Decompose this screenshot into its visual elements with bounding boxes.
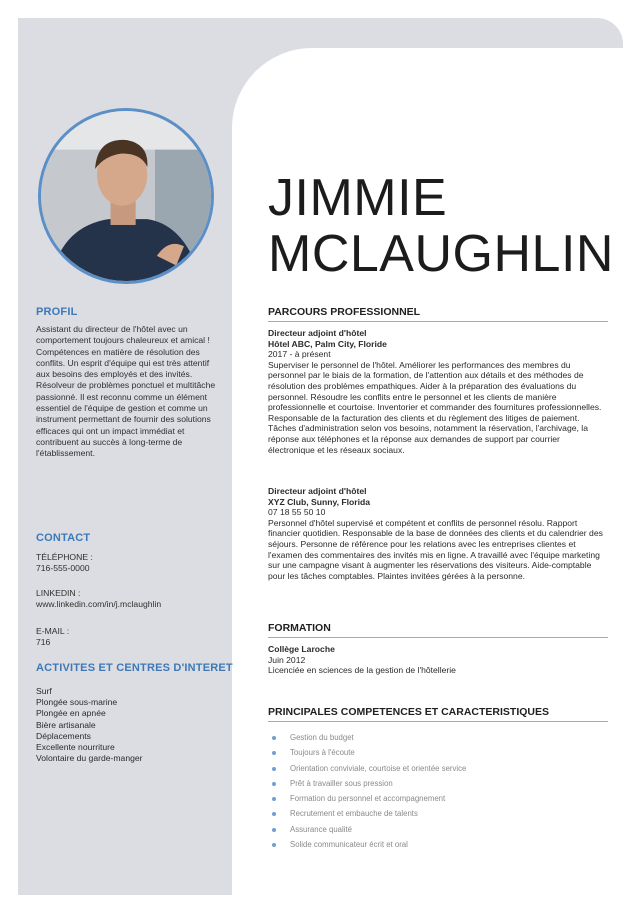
bullet-icon xyxy=(272,751,276,755)
skills-heading: PRINCIPALES COMPETENCES ET CARACTERISTIQUES xyxy=(268,706,608,722)
education-heading: FORMATION xyxy=(268,622,608,638)
phone-value: 716-555-0000 xyxy=(36,563,90,573)
job-title: Directeur adjoint d'hôtel xyxy=(268,486,367,496)
skill-label: Recrutement et embauche de talents xyxy=(290,809,418,819)
job-entry xyxy=(268,486,608,581)
education-date: Juin 2012 xyxy=(268,654,306,665)
list-item: Plongée en apnée xyxy=(36,708,106,719)
list-item: Déplacements xyxy=(36,730,91,741)
skill-label: Toujours à l'écoute xyxy=(290,748,355,758)
last-name: MCLAUGHLIN xyxy=(268,225,614,283)
list-item: Excellente nourriture xyxy=(36,742,115,753)
linkedin-link[interactable]: www.linkedin.com/in/j.mclaughlin xyxy=(36,599,162,609)
list-item: Plongée sous-marine xyxy=(36,697,118,708)
contact-phone-block xyxy=(36,552,218,574)
job-dates: 07 18 55 50 10 xyxy=(268,507,326,518)
list-item: Surf xyxy=(36,686,52,696)
bullet-icon xyxy=(272,767,276,771)
job-description: Superviser le personnel de l'hôtel. Améliorer les performances des membres du personnel par le biais de la formation, de l'attention aux détails et des méthodes de résolution des problèmes empathiques. Aider à la préparation des évaluations du personnel. Résoudre les conflits entre le personnel et les clients de manière professionnelle et courtoise. Inventorier et commander des fournitures professionnelles. Responsable de la facturation des clients et du règlement des litiges de paiement. Tâches d'administration selon vos besoins, notamment la réservation, l'archivage, la réponse aux téléphones et la réponse aux demandes de support par courrier électronique et les réseaux sociaux. xyxy=(268,359,602,455)
skill-label: Solide communicateur écrit et oral xyxy=(290,840,408,850)
bullet-icon xyxy=(272,797,276,801)
profile-heading: PROFIL xyxy=(36,306,78,318)
skill-label: Orientation conviviale, courtoise et orientée service xyxy=(290,763,467,773)
skill-label: Assurance qualité xyxy=(290,824,352,834)
job-title: Directeur adjoint d'hôtel xyxy=(268,328,367,338)
candidate-name xyxy=(268,170,614,282)
list-item xyxy=(270,745,466,760)
contact-heading: CONTACT xyxy=(36,532,91,544)
skills-list xyxy=(270,730,466,852)
bullet-icon xyxy=(272,828,276,832)
bullet-icon xyxy=(272,843,276,847)
email-label: E-MAIL : xyxy=(36,626,70,636)
bullet-icon xyxy=(272,812,276,816)
job-dates: 2017 - à présent xyxy=(268,349,331,360)
job-description: Personnel d'hôtel supervisé et compétent et conflits de personnel résolu. Rapport financier quotidien. Responsable de la base de données des clients et du calendrier des séjours. Personne de référence pour les relations avec les entreprises clientes et l'examen des commentaires des invités mis en ligne. A travaillé avec l'équipe marketing sur une campagne visant à augmenter les réservations des visiteurs. Aide-comptable pour les tâches comptables. Plaintes invitées gérées à la personne. xyxy=(268,517,603,581)
contact-linkedin-block xyxy=(36,588,218,610)
skill-label: Formation du personnel et accompagnement xyxy=(290,794,446,804)
skill-label: Prêt à travailler sous pression xyxy=(290,778,393,788)
degree: Licenciée en sciences de la gestion de l'hôtellerie xyxy=(268,665,456,676)
list-item xyxy=(270,791,466,806)
email-value: 716 xyxy=(36,637,51,647)
experience-heading: PARCOURS PROFESSIONNEL xyxy=(268,306,608,322)
interests-heading: ACTIVITES ET CENTRES D'INTERET xyxy=(36,662,233,674)
list-item xyxy=(270,761,466,776)
school-name: Collège Laroche xyxy=(268,644,335,654)
list-item xyxy=(270,776,466,791)
list-item xyxy=(270,730,466,745)
job-company: Hôtel ABC, Palm City, Floride xyxy=(268,338,387,349)
contact-email-block xyxy=(36,626,218,648)
job-entry xyxy=(268,328,608,455)
bullet-icon xyxy=(272,736,276,740)
bullet-icon xyxy=(272,782,276,786)
list-item: Volontaire du garde-manger xyxy=(36,753,143,764)
first-name: JIMMIE xyxy=(268,169,448,227)
list-item xyxy=(270,837,466,852)
list-item xyxy=(270,822,466,837)
skill-label: Gestion du budget xyxy=(290,733,354,742)
profile-text: Assistant du directeur de l'hôtel avec un comportement toujours chaleureux et amical ! Compétences en matière de résolution des conflits. Un esprit d'équipe qui est très attentif aux besoins des employés et des invités. Résolveur de problèmes ponctuel et multitâche passionné. Il est reconnu comme un élément essentiel de l'équipe de gestion et comme un instrument permettant de fournir des solutions efficaces qui ont un impact immédiat et contribuent au succès à long-terme de l'établissement. xyxy=(36,324,216,459)
list-item xyxy=(270,806,466,821)
profile-photo xyxy=(38,108,214,284)
education-entry xyxy=(268,644,608,676)
linkedin-label: LINKEDIN : xyxy=(36,588,81,598)
interests-list xyxy=(36,686,143,764)
phone-label: TÉLÉPHONE : xyxy=(36,552,93,562)
job-company: XYZ Club, Sunny, Florida xyxy=(268,496,371,507)
list-item: Bière artisanale xyxy=(36,719,96,730)
